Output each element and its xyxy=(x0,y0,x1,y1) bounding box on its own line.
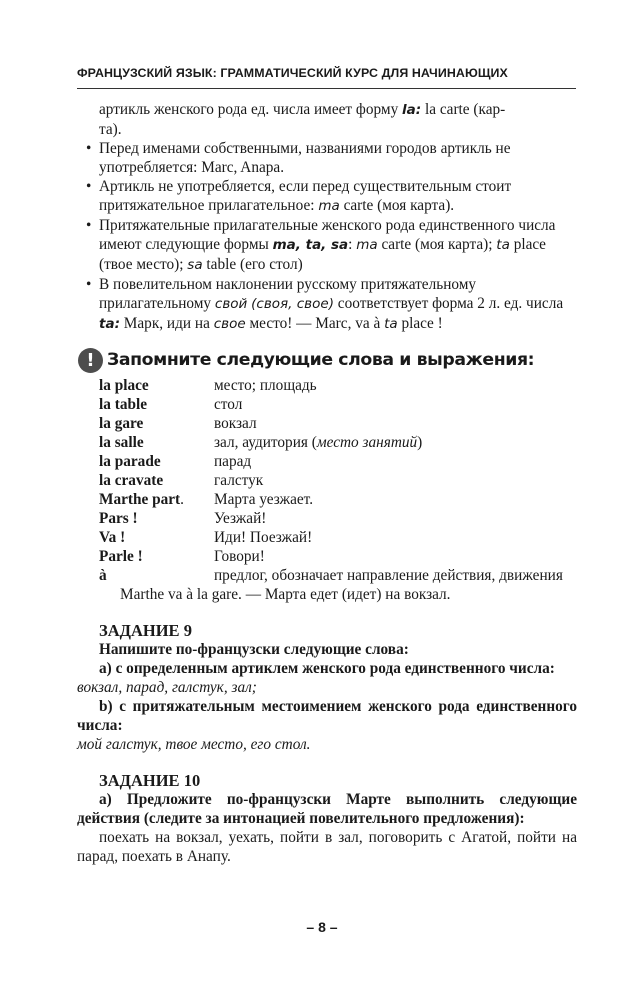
rule-example: sa xyxy=(187,257,203,273)
vocab-word: Parle ! xyxy=(99,548,143,565)
vocab-word: Va ! xyxy=(99,529,126,546)
vocab-row xyxy=(99,395,577,414)
rule-text: place ! xyxy=(397,315,443,332)
vocab-row xyxy=(99,471,577,490)
vocab-word xyxy=(99,490,214,509)
task-9-part-a: а) с определенным артиклем женского рода единственного числа: xyxy=(99,660,555,677)
vocab-translation-note: место занятий xyxy=(316,434,418,451)
intro-article: la: xyxy=(402,102,422,118)
vocab-row xyxy=(99,414,577,433)
vocab-word: la cravate xyxy=(99,472,164,489)
vocab-word: à xyxy=(99,567,107,584)
vocab-translation: место; площадь xyxy=(214,377,317,394)
vocab-row xyxy=(99,433,577,452)
vocab-translation: галстук xyxy=(214,472,264,489)
rule-text: Артикль не употребляется, если перед существительным стоит притяжательное прилагательное: xyxy=(99,178,512,214)
vocab-translation: Иди! Поезжай! xyxy=(214,529,313,546)
vocab-row xyxy=(99,528,577,547)
note-title xyxy=(77,346,577,374)
vocab-row xyxy=(99,547,577,566)
vocab-translation: Уезжай! xyxy=(214,510,267,527)
vocab-translation: Говори! xyxy=(214,548,265,565)
example-sentence: Marthe va à la gare. — Марта едет (идет) на вокзал. xyxy=(120,586,451,603)
vocabulary-list xyxy=(99,376,577,585)
rule-text: Перед именами собственными, названиями городов артикль не употребляется: Marc, Anapa. xyxy=(99,140,511,176)
rule-text: соответствует форма 2 л. ед. числа xyxy=(333,295,564,312)
task-9-instruction: Напишите по-французски следующие слова: xyxy=(99,641,409,658)
vocab-translation-text: зал, аудитория ( xyxy=(214,434,317,451)
intro-text: артикль женского рода ед. числа имеет форму xyxy=(99,101,403,118)
vocab-row xyxy=(99,490,577,509)
intro-text-end: la carte (кар- xyxy=(421,101,506,118)
rule-example: ta xyxy=(496,237,510,253)
rule-text: Притяжательные прилагательные женского рода единственного числа имеют следующие формы xyxy=(99,217,556,253)
rule-text: В повелительном наклонении русскому притяжательному прилагательному xyxy=(99,276,477,312)
task-9-part-a-words: вокзал, парад, галстук, зал; xyxy=(77,679,257,696)
rule-item xyxy=(77,177,577,216)
vocab-word: la gare xyxy=(99,415,144,432)
vocab-translation: предлог, обозначает направление действия, движения xyxy=(214,567,563,584)
rule-example: (своя, свое) xyxy=(251,296,334,312)
rule-forms: ta: xyxy=(99,316,120,332)
task-10-part-a: а) Предложите по-французски Марте выполнить следующие действия (следите за интонацией повелительного предложения): xyxy=(77,791,577,827)
rule-text: carte (моя карта). xyxy=(339,197,455,214)
vocab-translation: стол xyxy=(214,396,243,413)
header-rule xyxy=(77,88,576,89)
task-9-part-b: b) с притяжательным местоимением женского рода единственного числа: xyxy=(77,698,577,734)
vocab-row xyxy=(99,509,577,528)
rule-example: ta xyxy=(384,316,398,332)
task-10-title: ЗАДАНИЕ 10 xyxy=(99,771,201,790)
rule-example: ma xyxy=(356,237,378,253)
rule-item xyxy=(77,275,577,334)
rule-item xyxy=(77,139,577,177)
vocab-word: la place xyxy=(99,377,149,394)
rule-text: Марк, иди на xyxy=(119,315,214,332)
vocab-translation xyxy=(214,433,577,452)
page-number: – 8 – xyxy=(306,919,338,935)
task-9-part-b-words: мой галстук, твое место, его стол. xyxy=(77,736,311,753)
rule-example: свой xyxy=(214,296,248,312)
exclamation-icon: ! xyxy=(78,348,103,373)
vocab-word: la salle xyxy=(99,434,144,451)
rule-text: место! — Marc, va à xyxy=(245,315,385,332)
vocab-word: la table xyxy=(99,396,148,413)
rule-text: carte (моя карта); xyxy=(377,236,497,253)
vocab-word: la parade xyxy=(99,453,161,470)
rule-text: table (его стол) xyxy=(202,256,303,273)
rule-text: : xyxy=(348,236,357,253)
rules-list xyxy=(77,139,577,334)
rule-text: place (твое место); xyxy=(99,236,546,273)
vocab-word-text: Marthe part xyxy=(99,491,181,508)
task-10-actions: поехать на вокзал, уехать, пойти в зал, поговорить с Агатой, пойти на парад, поехать в Анапу. xyxy=(77,829,577,865)
vocab-translation-text: ) xyxy=(417,434,423,451)
vocab-row xyxy=(99,566,577,585)
vocab-row xyxy=(99,452,577,471)
rule-example: свое xyxy=(213,316,246,332)
vocab-translation: вокзал xyxy=(214,415,257,432)
rule-forms: ma, ta, sa xyxy=(272,237,349,253)
vocab-word: Pars ! xyxy=(99,510,138,527)
note-heading: Запомните следующие слова и выражения: xyxy=(107,349,535,370)
task-9-title: ЗАДАНИЕ 9 xyxy=(99,621,192,640)
rule-example: ma xyxy=(318,198,340,214)
vocab-translation: Марта уезжает. xyxy=(214,491,314,508)
intro-text-line2: та). xyxy=(99,121,122,138)
vocab-word-dot: . xyxy=(180,491,184,508)
page-content xyxy=(77,100,577,866)
rule-item xyxy=(77,216,577,275)
running-header: ФРАНЦУЗСКИЙ ЯЗЫК: ГРАММАТИЧЕСКИЙ КУРС ДЛЯ НАЧИНАЮЩИХ xyxy=(77,66,508,80)
vocab-row xyxy=(99,376,577,395)
intro-paragraph xyxy=(99,100,577,139)
vocab-translation: парад xyxy=(214,453,252,470)
